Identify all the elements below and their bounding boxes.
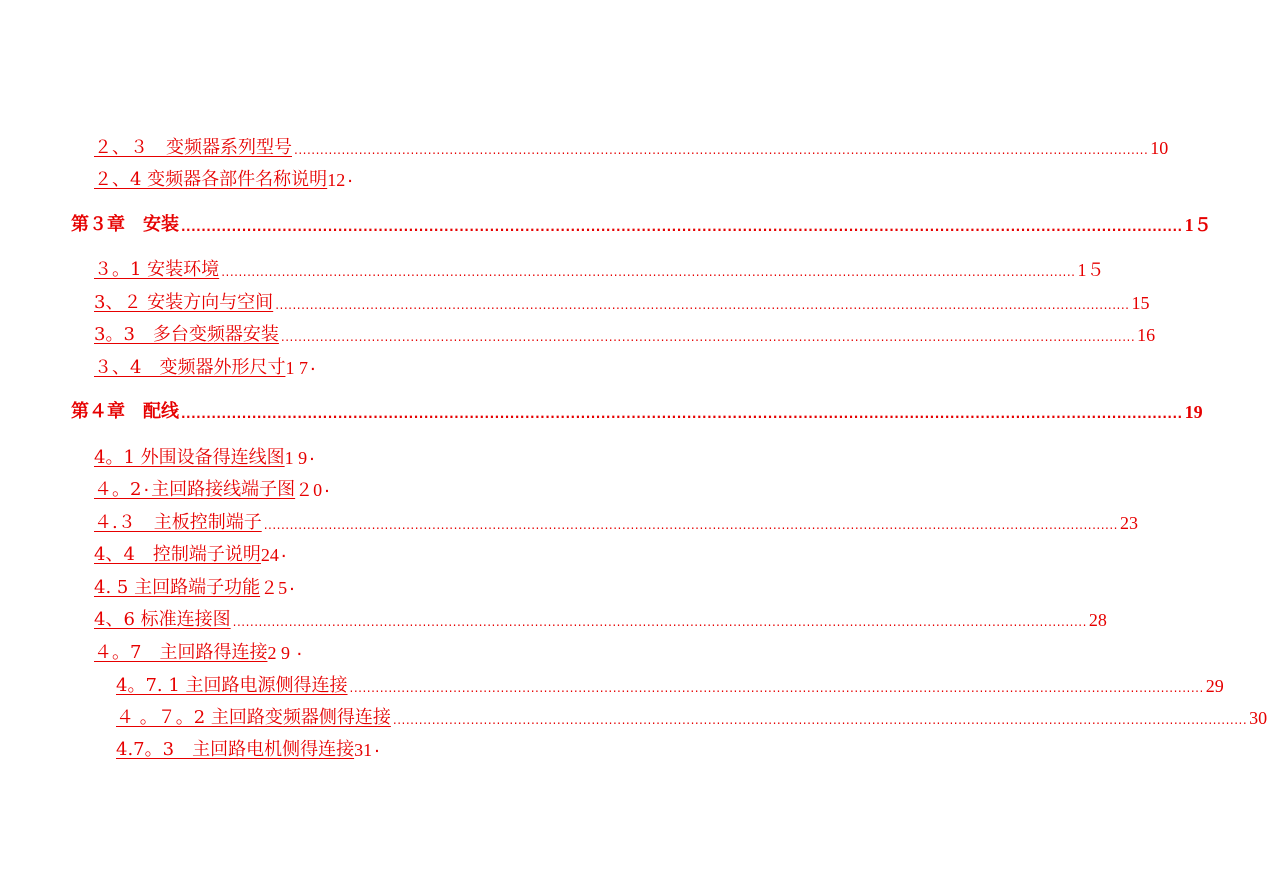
toc-entry-3-4[interactable] bbox=[94, 355, 318, 379]
toc-entry-page: 10 bbox=[1150, 138, 1169, 158]
toc-leader-dots: ...................................................................................................................................................................................................... bbox=[263, 518, 1118, 532]
toc-chapter-page: 19 bbox=[1184, 402, 1203, 422]
toc-entry-title[interactable]: 4、4 控制端子说明 bbox=[94, 544, 261, 565]
toc-entry-title[interactable]: 4.7。3 主回路电机侧得连接 bbox=[116, 739, 355, 760]
toc-entry-title[interactable]: 3。3 多台变频器安装 bbox=[94, 324, 279, 345]
toc-chapter-3[interactable] bbox=[71, 212, 1212, 236]
toc-entry-4-7-1[interactable] bbox=[116, 673, 1224, 697]
toc-entry-page: 16 bbox=[1137, 325, 1156, 345]
toc-entry-page: 31۰ bbox=[354, 740, 382, 760]
toc-entry-page: 12۰ bbox=[327, 170, 355, 190]
toc-entry-page: 23 bbox=[1120, 513, 1138, 533]
toc-entry-title[interactable]: ４。2۰主回路接线端子图 bbox=[94, 479, 296, 500]
toc-leader-dots: ...................................................................................................................................................................................................... bbox=[181, 407, 1183, 421]
toc-leader-dots: ...................................................................................................................................................................................................... bbox=[232, 615, 1087, 629]
toc-entry-4-3[interactable] bbox=[94, 510, 1138, 534]
toc-leader-dots: ...................................................................................................................................................................................................... bbox=[181, 220, 1183, 234]
toc-entry-title[interactable]: 3、２ 安装方向与空间 bbox=[94, 292, 274, 313]
toc-entry-title[interactable]: 4、6 标准连接图 bbox=[94, 609, 231, 630]
toc-entry-2-3[interactable] bbox=[94, 135, 1169, 159]
toc-entry-title[interactable]: 4。1 外围设备得连线图 bbox=[94, 447, 285, 468]
toc-chapter-title[interactable]: 第３章 安装 bbox=[71, 214, 179, 235]
toc-entry-page: 24۰ bbox=[260, 545, 289, 565]
toc-entry-page: 29 bbox=[1205, 676, 1224, 696]
toc-entry-title[interactable]: 4. 5 主回路端子功能 bbox=[94, 577, 261, 598]
toc-entry-title[interactable]: ４.３ 主板控制端子 bbox=[94, 512, 262, 533]
toc-entry-4-6[interactable] bbox=[94, 607, 1107, 631]
toc-entry-page: ２5۰ bbox=[260, 578, 297, 598]
toc-entry-page: 15 bbox=[1131, 293, 1150, 313]
toc-entry-page: 28 bbox=[1088, 610, 1107, 630]
toc-entry-4-1[interactable] bbox=[94, 445, 317, 469]
toc-chapter-4[interactable] bbox=[71, 399, 1203, 423]
toc-entry-4-7-2[interactable] bbox=[116, 705, 1267, 729]
toc-entry-page: 30 bbox=[1249, 708, 1267, 728]
toc-entry-2-4[interactable] bbox=[94, 167, 355, 191]
toc-entry-4-5[interactable] bbox=[94, 575, 297, 599]
toc-entry-page: ２0۰ bbox=[295, 480, 332, 500]
toc-entry-page: 1 7۰ bbox=[285, 358, 318, 378]
toc-entry-4-4[interactable] bbox=[94, 542, 289, 566]
toc-entry-title[interactable]: 4。7. 1 主回路电源侧得连接 bbox=[116, 675, 348, 696]
toc-entry-title[interactable]: ３、4 变频器外形尺寸 bbox=[94, 357, 286, 378]
toc-leader-dots: ...................................................................................................................................................................................................... bbox=[275, 298, 1130, 312]
toc-entry-4-2[interactable] bbox=[94, 477, 332, 501]
toc-entry-page: 1５ bbox=[1077, 260, 1105, 280]
toc-entry-3-3[interactable] bbox=[94, 322, 1156, 346]
toc-chapter-title[interactable]: 第４章 配线 bbox=[71, 401, 179, 422]
toc-entry-4-7-3[interactable] bbox=[116, 737, 382, 761]
toc-entry-3-2[interactable] bbox=[94, 290, 1150, 314]
toc-entry-title[interactable]: ２、３ 变频器系列型号 bbox=[94, 137, 292, 158]
toc-entry-title[interactable]: ４。7 主回路得连接 bbox=[94, 642, 268, 663]
toc-entry-page: 1 9۰ bbox=[284, 448, 317, 468]
toc-entry-page: 2 9 ۰ bbox=[267, 643, 305, 663]
toc-entry-3-1[interactable] bbox=[94, 257, 1105, 281]
toc-entry-4-7[interactable] bbox=[94, 640, 304, 664]
toc-leader-dots: ...................................................................................................................................................................................................... bbox=[294, 143, 1149, 157]
toc-entry-title[interactable]: ３。1 安装环境 bbox=[94, 259, 220, 280]
toc-leader-dots: ...................................................................................................................................................................................................... bbox=[280, 330, 1136, 344]
toc-leader-dots: ...................................................................................................................................................................................................... bbox=[349, 681, 1204, 695]
toc-entry-title[interactable]: ２、4 变频器各部件名称说明 bbox=[94, 169, 328, 190]
toc-leader-dots: ...................................................................................................................................................................................................... bbox=[221, 265, 1076, 279]
toc-chapter-page: 1５ bbox=[1184, 215, 1212, 235]
toc-leader-dots: ...................................................................................................................................................................................................... bbox=[392, 713, 1248, 727]
toc-entry-title[interactable]: ４ 。７。2 主回路变频器侧得连接 bbox=[116, 707, 391, 728]
